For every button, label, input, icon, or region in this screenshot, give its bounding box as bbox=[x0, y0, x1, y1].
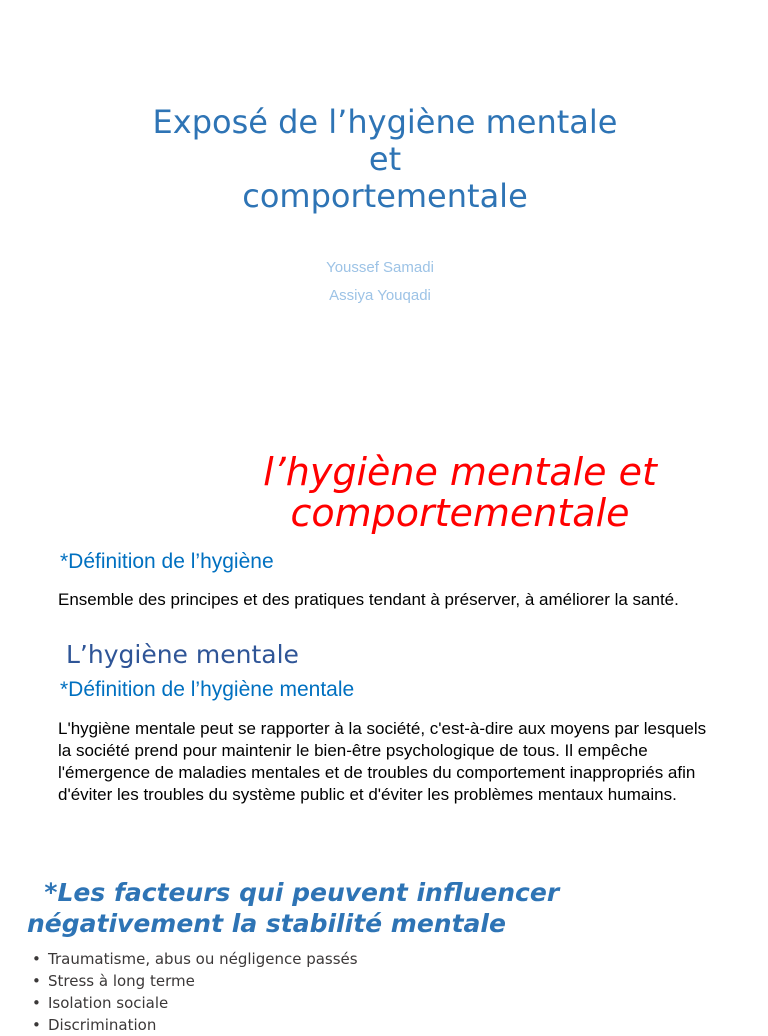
factors-heading-line-1: *Les facteurs qui peuvent influencer bbox=[27, 878, 560, 907]
document-title bbox=[60, 104, 710, 215]
author-1: Youssef Samadi bbox=[326, 259, 434, 276]
bullet-icon: • bbox=[32, 994, 41, 1012]
title-line-2: et bbox=[368, 140, 402, 178]
definition-hygiene-heading: *Définition de l’hygiène bbox=[60, 550, 274, 573]
list-item: • Traumatisme, abus ou négligence passés bbox=[32, 950, 358, 968]
section-heading-line-1: l’hygiène mentale et bbox=[263, 450, 657, 494]
definition-mental-text: L'hygiène mentale peut se rapporter à la société, c'est-à-dire aux moyens par lesquels la société prend pour maintenir le bien-être psychologique de tous. Il empêche l'émergence de maladies mentales et de troubles du comportement inappropriés afin d'éviter les troubles du système public et d'éviter les problèmes mentaux humains. bbox=[58, 719, 707, 804]
section-heading-line-2: comportementale bbox=[290, 491, 630, 535]
author-2: Assiya Youqadi bbox=[329, 287, 431, 304]
definition-mental-heading: *Définition de l’hygiène mentale bbox=[60, 678, 355, 701]
list-item: • Isolation sociale bbox=[32, 994, 169, 1012]
factors-heading-line-2: négativement la stabilité mentale bbox=[27, 909, 506, 938]
bullet-icon: • bbox=[32, 1016, 41, 1034]
title-line-3: comportementale bbox=[242, 177, 528, 215]
list-item: • Discrimination bbox=[32, 1016, 157, 1034]
bullet-icon: • bbox=[32, 950, 41, 968]
mental-hygiene-heading: L’hygiène mentale bbox=[66, 640, 299, 669]
list-item: • Stress à long terme bbox=[32, 972, 195, 990]
bullet-icon: • bbox=[32, 972, 41, 990]
factors-list bbox=[32, 948, 358, 1036]
title-line-1: Exposé de l’hygiène mentale bbox=[152, 103, 618, 141]
factors-heading bbox=[27, 877, 747, 939]
section-heading bbox=[120, 452, 768, 534]
definition-hygiene-text: Ensemble des principes et des pratiques tendant à préserver, à améliorer la santé. bbox=[58, 590, 679, 609]
